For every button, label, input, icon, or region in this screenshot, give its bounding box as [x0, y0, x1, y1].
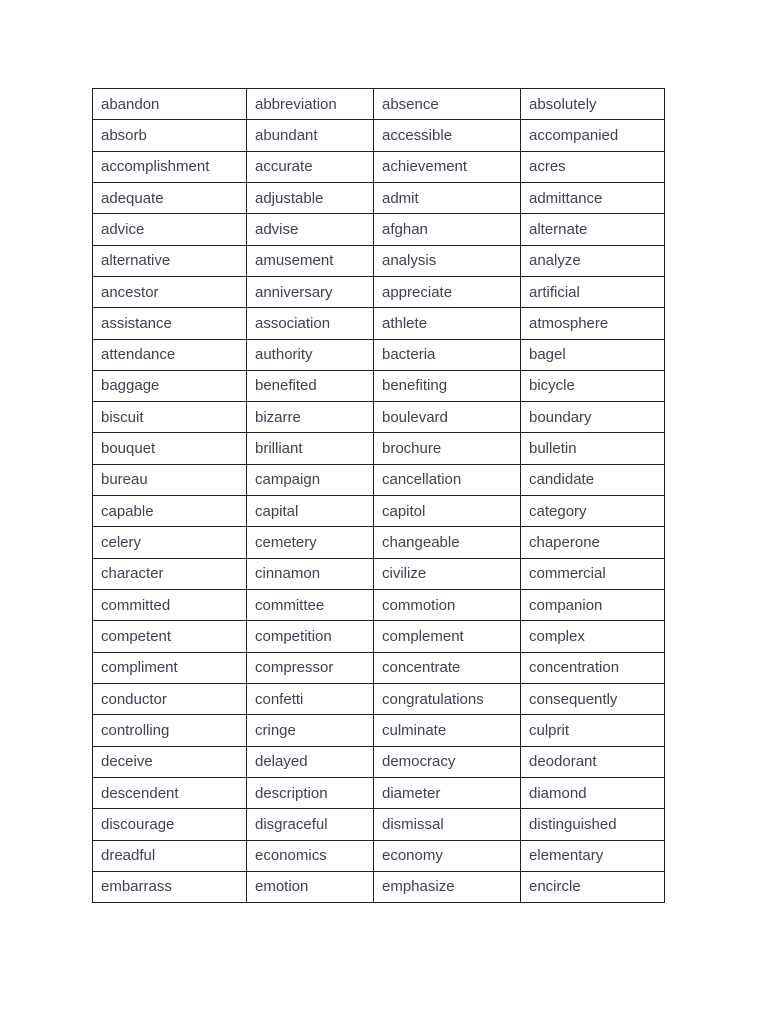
- table-row: [93, 527, 665, 558]
- table-row: [93, 590, 665, 621]
- table-row: [93, 652, 665, 683]
- table-cell: candidate: [521, 464, 665, 495]
- table-cell: concentrate: [374, 652, 521, 683]
- table-row: [93, 308, 665, 339]
- table-cell: encircle: [521, 871, 665, 902]
- table-cell: conductor: [93, 683, 247, 714]
- table-row: [93, 683, 665, 714]
- table-cell: bizarre: [247, 402, 374, 433]
- word-table-body: [93, 89, 665, 903]
- table-cell: benefiting: [374, 370, 521, 401]
- table-cell: cancellation: [374, 464, 521, 495]
- table-cell: committed: [93, 590, 247, 621]
- table-cell: complex: [521, 621, 665, 652]
- table-row: [93, 276, 665, 307]
- table-cell: benefited: [247, 370, 374, 401]
- table-cell: abandon: [93, 89, 247, 120]
- table-cell: character: [93, 558, 247, 589]
- table-cell: biscuit: [93, 402, 247, 433]
- table-cell: baggage: [93, 370, 247, 401]
- table-cell: delayed: [247, 746, 374, 777]
- table-cell: civilize: [374, 558, 521, 589]
- table-cell: changeable: [374, 527, 521, 558]
- table-cell: dismissal: [374, 809, 521, 840]
- table-cell: competent: [93, 621, 247, 652]
- table-cell: dreadful: [93, 840, 247, 871]
- table-cell: artificial: [521, 276, 665, 307]
- table-row: [93, 402, 665, 433]
- table-cell: committee: [247, 590, 374, 621]
- table-cell: compressor: [247, 652, 374, 683]
- table-row: [93, 339, 665, 370]
- table-cell: assistance: [93, 308, 247, 339]
- table-row: [93, 558, 665, 589]
- table-cell: capital: [247, 496, 374, 527]
- spelling-word-table: [92, 88, 665, 903]
- table-cell: boulevard: [374, 402, 521, 433]
- table-cell: cringe: [247, 715, 374, 746]
- table-cell: abundant: [247, 120, 374, 151]
- table-cell: controlling: [93, 715, 247, 746]
- table-cell: emotion: [247, 871, 374, 902]
- table-cell: disgraceful: [247, 809, 374, 840]
- table-cell: accurate: [247, 151, 374, 182]
- table-row: [93, 245, 665, 276]
- table-cell: acres: [521, 151, 665, 182]
- table-cell: confetti: [247, 683, 374, 714]
- table-cell: elementary: [521, 840, 665, 871]
- table-cell: cemetery: [247, 527, 374, 558]
- table-cell: culprit: [521, 715, 665, 746]
- table-row: [93, 809, 665, 840]
- table-cell: absence: [374, 89, 521, 120]
- table-cell: democracy: [374, 746, 521, 777]
- table-row: [93, 715, 665, 746]
- table-cell: culminate: [374, 715, 521, 746]
- table-cell: deodorant: [521, 746, 665, 777]
- table-cell: abbreviation: [247, 89, 374, 120]
- table-row: [93, 464, 665, 495]
- table-cell: compliment: [93, 652, 247, 683]
- table-cell: brilliant: [247, 433, 374, 464]
- table-cell: amusement: [247, 245, 374, 276]
- table-cell: adequate: [93, 182, 247, 213]
- table-cell: deceive: [93, 746, 247, 777]
- table-cell: absorb: [93, 120, 247, 151]
- table-row: [93, 840, 665, 871]
- table-row: [93, 496, 665, 527]
- table-cell: distinguished: [521, 809, 665, 840]
- table-cell: afghan: [374, 214, 521, 245]
- table-row: [93, 214, 665, 245]
- table-cell: attendance: [93, 339, 247, 370]
- table-cell: accompanied: [521, 120, 665, 151]
- table-cell: commotion: [374, 590, 521, 621]
- table-cell: alternative: [93, 245, 247, 276]
- table-cell: athlete: [374, 308, 521, 339]
- table-cell: competition: [247, 621, 374, 652]
- table-cell: absolutely: [521, 89, 665, 120]
- table-cell: bureau: [93, 464, 247, 495]
- table-cell: discourage: [93, 809, 247, 840]
- table-cell: adjustable: [247, 182, 374, 213]
- table-cell: emphasize: [374, 871, 521, 902]
- table-cell: achievement: [374, 151, 521, 182]
- table-row: [93, 777, 665, 808]
- table-cell: bagel: [521, 339, 665, 370]
- table-cell: admittance: [521, 182, 665, 213]
- table-cell: descendent: [93, 777, 247, 808]
- table-row: [93, 89, 665, 120]
- table-cell: diamond: [521, 777, 665, 808]
- table-row: [93, 871, 665, 902]
- table-cell: congratulations: [374, 683, 521, 714]
- table-cell: accomplishment: [93, 151, 247, 182]
- table-row: [93, 370, 665, 401]
- table-cell: boundary: [521, 402, 665, 433]
- table-cell: admit: [374, 182, 521, 213]
- table-row: [93, 151, 665, 182]
- table-cell: companion: [521, 590, 665, 621]
- table-cell: bulletin: [521, 433, 665, 464]
- table-cell: bouquet: [93, 433, 247, 464]
- table-cell: association: [247, 308, 374, 339]
- table-cell: anniversary: [247, 276, 374, 307]
- table-cell: capitol: [374, 496, 521, 527]
- table-cell: consequently: [521, 683, 665, 714]
- table-cell: commercial: [521, 558, 665, 589]
- table-cell: alternate: [521, 214, 665, 245]
- table-row: [93, 120, 665, 151]
- table-cell: economics: [247, 840, 374, 871]
- table-cell: category: [521, 496, 665, 527]
- table-cell: economy: [374, 840, 521, 871]
- table-cell: chaperone: [521, 527, 665, 558]
- table-row: [93, 182, 665, 213]
- table-cell: brochure: [374, 433, 521, 464]
- table-cell: celery: [93, 527, 247, 558]
- table-cell: description: [247, 777, 374, 808]
- table-cell: advice: [93, 214, 247, 245]
- table-cell: authority: [247, 339, 374, 370]
- table-cell: campaign: [247, 464, 374, 495]
- table-cell: bacteria: [374, 339, 521, 370]
- table-row: [93, 433, 665, 464]
- table-cell: analysis: [374, 245, 521, 276]
- table-cell: ancestor: [93, 276, 247, 307]
- table-cell: concentration: [521, 652, 665, 683]
- table-cell: accessible: [374, 120, 521, 151]
- table-cell: analyze: [521, 245, 665, 276]
- table-cell: complement: [374, 621, 521, 652]
- table-cell: cinnamon: [247, 558, 374, 589]
- table-cell: diameter: [374, 777, 521, 808]
- table-cell: appreciate: [374, 276, 521, 307]
- table-cell: atmosphere: [521, 308, 665, 339]
- table-cell: embarrass: [93, 871, 247, 902]
- table-cell: advise: [247, 214, 374, 245]
- table-row: [93, 746, 665, 777]
- table-cell: capable: [93, 496, 247, 527]
- table-cell: bicycle: [521, 370, 665, 401]
- table-row: [93, 621, 665, 652]
